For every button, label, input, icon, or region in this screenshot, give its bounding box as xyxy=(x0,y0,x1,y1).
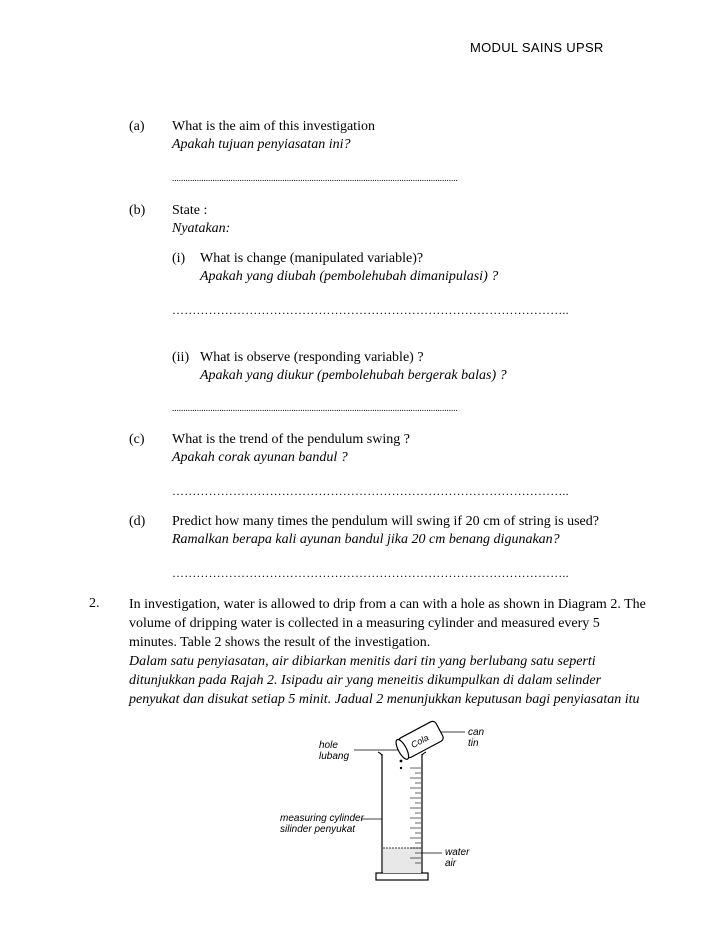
question-2-text: In investigation, water is allowed to drip from a can with a hole as shown in Diagram 2. The volume of dripping water is collected in a measuring cylinder and measured every 5 minutes. Table 2 shows the result of the investigation. xyxy=(129,597,646,650)
water-drop xyxy=(400,767,402,769)
question-b-ii-label: (ii) xyxy=(172,350,190,365)
label-water: water xyxy=(445,847,470,858)
question-b-i-label: (i) xyxy=(172,251,186,266)
question-b-text: State : xyxy=(172,203,208,218)
question-a-text: What is the aim of this investigation xyxy=(172,119,375,134)
question-2-number: 2. xyxy=(89,596,100,611)
label-can-malay: tin xyxy=(468,738,479,749)
answer-line-d[interactable]: …………………………………………………………………………………….. xyxy=(172,566,569,580)
question-a-text-malay: Apakah tujuan penyiasatan ini? xyxy=(172,137,351,152)
question-2-text-malay: Dalam satu penyiasatan, air dibiarkan menitis dari tin yang berlubang satu seperti ditunjukkan pada Rajah 2. Isipadu air yang meneitis dikumpulkan di dalam selinder penyukat dan disukat setiap 5 minit. Jadual 2 menunjukkan keputusan bagi penyiasatan itu xyxy=(129,654,640,707)
label-cylinder: measuring cylinder xyxy=(280,813,364,824)
question-c-text-malay: Apakah corak ayunan bandul ? xyxy=(172,450,348,465)
water-drop xyxy=(400,760,403,763)
label-can: can xyxy=(468,727,485,738)
diagram-can-cylinder xyxy=(270,718,510,888)
label-cylinder-malay: silinder penyukat xyxy=(280,824,356,835)
question-2-body xyxy=(129,595,649,709)
question-b-i-text-malay: Apakah yang diubah (pembolehubah dimanipulasi) ? xyxy=(200,269,499,284)
question-b-ii-text-malay: Apakah yang diukur (pembolehubah bergerak balas) ? xyxy=(200,368,507,383)
answer-line-a[interactable]: ............................................................................................................................... xyxy=(172,173,458,183)
answer-line-b-ii[interactable]: ............................................................................................................................... xyxy=(172,403,458,413)
question-c-label: (c) xyxy=(129,432,145,447)
label-hole: hole xyxy=(319,740,338,751)
page-header: MODUL SAINS UPSR xyxy=(470,40,604,55)
label-water-malay: air xyxy=(445,858,457,869)
question-c-text: What is the trend of the pendulum swing ? xyxy=(172,432,410,447)
can-icon xyxy=(394,720,445,761)
question-d-text: Predict how many times the pendulum will swing if 20 cm of string is used? xyxy=(172,514,599,529)
measuring-cylinder-icon xyxy=(376,752,428,880)
answer-line-b-i[interactable]: …………………………………………………………………………………….. xyxy=(172,303,569,317)
question-a-label: (a) xyxy=(129,119,145,134)
question-b-i-text: What is change (manipulated variable)? xyxy=(200,251,424,266)
question-b-ii-text: What is observe (responding variable) ? xyxy=(200,350,424,365)
question-b-text-malay: Nyatakan: xyxy=(172,221,231,236)
question-b-label: (b) xyxy=(129,203,146,218)
label-hole-malay: lubang xyxy=(319,751,350,762)
question-d-text-malay: Ramalkan berapa kali ayunan bandul jika 20 cm benang digunakan? xyxy=(172,532,560,547)
question-d-label: (d) xyxy=(129,514,146,529)
answer-line-c[interactable]: …………………………………………………………………………………….. xyxy=(172,484,569,498)
can-brand-text: Cola xyxy=(409,732,431,750)
